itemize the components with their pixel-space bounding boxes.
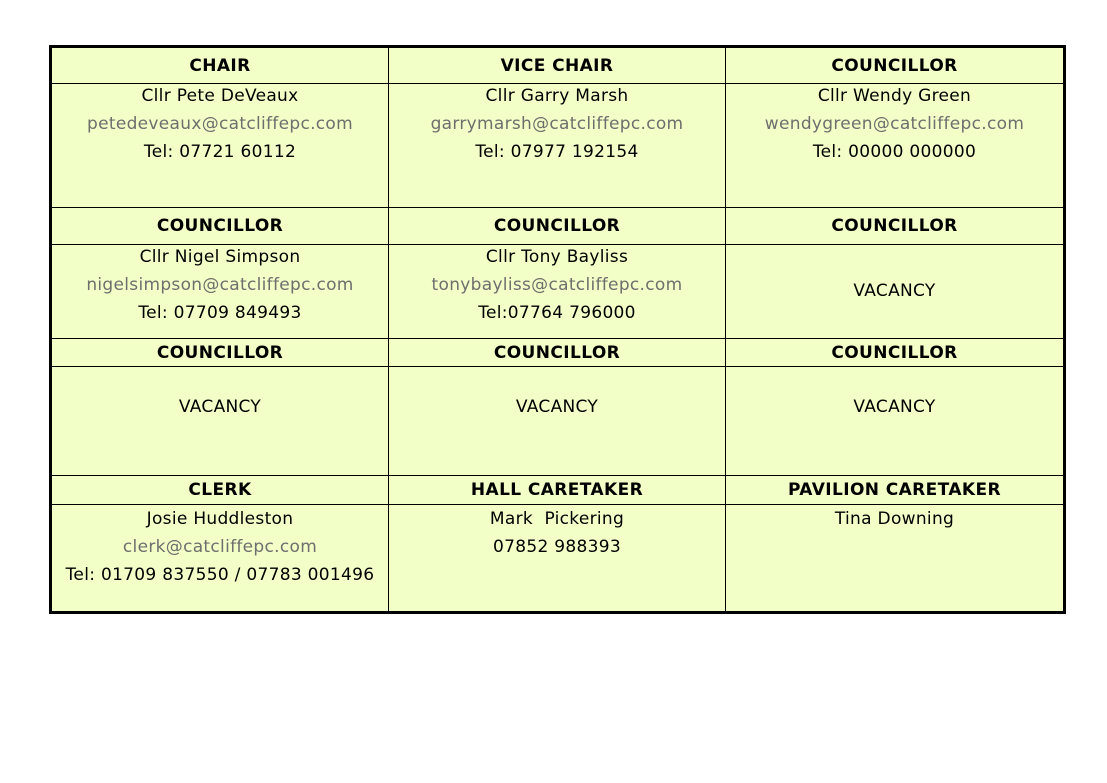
contact-name: Josie Huddleston [146, 508, 294, 529]
vacancy-label: VACANCY [515, 397, 599, 418]
role-hall-caretaker-heading: HALL CARETAKER [389, 476, 726, 504]
contact-name: Cllr Tony Bayliss [485, 246, 629, 267]
vacancy-label: VACANCY [853, 397, 936, 418]
contact-cell-councillor [51, 244, 389, 338]
role-header-row [51, 47, 1065, 84]
council-contacts-table [49, 45, 1066, 614]
contact-cell-pavilion-caretaker [726, 504, 1065, 612]
contact-name: Cllr Nigel Simpson [139, 246, 301, 267]
contact-cell-councillor [726, 244, 1065, 338]
role-header-row [51, 339, 1065, 367]
role-chair-heading: CHAIR [51, 47, 389, 84]
contact-details-row [51, 504, 1065, 612]
contact-cell-chair [51, 84, 389, 207]
contact-name: Cllr Wendy Green [817, 86, 972, 107]
role-vice-chair-heading: VICE CHAIR [389, 47, 726, 84]
contact-email-link[interactable]: wendygreen@catcliffepc.com [764, 114, 1025, 135]
contact-name: Tina Downing [834, 508, 955, 529]
role-councillor-heading: COUNCILLOR [726, 207, 1065, 244]
contact-details-row [51, 84, 1065, 207]
contact-cell-clerk [51, 504, 389, 612]
vacancy-label: VACANCY [178, 397, 262, 418]
contact-cell-councillor [726, 84, 1065, 207]
contact-cell-vice-chair [389, 84, 726, 207]
role-header-row [51, 476, 1065, 504]
role-councillor-heading: COUNCILLOR [726, 339, 1065, 367]
vacancy-label: VACANCY [853, 281, 936, 302]
contact-email-link[interactable]: clerk@catcliffepc.com [122, 536, 318, 557]
contact-name: Cllr Garry Marsh [485, 86, 629, 107]
contact-cell-councillor [51, 367, 389, 476]
contact-cell-councillor [389, 244, 726, 338]
contact-cell-councillor [389, 367, 726, 476]
contact-telephone: Tel: 01709 837550 / 07783 001496 [65, 564, 375, 585]
contact-telephone: Tel: 07709 849493 [138, 302, 302, 323]
contact-name: Cllr Pete DeVeaux [141, 86, 299, 107]
contact-telephone: Tel: 00000 000000 [812, 142, 977, 163]
contact-name: Mark Pickering [489, 508, 625, 529]
role-clerk-heading: CLERK [51, 476, 389, 504]
role-councillor-heading: COUNCILLOR [726, 47, 1065, 84]
role-header-row [51, 207, 1065, 244]
role-pavilion-caretaker-heading: PAVILION CARETAKER [726, 476, 1065, 504]
role-councillor-heading: COUNCILLOR [389, 207, 726, 244]
contact-email-link[interactable]: nigelsimpson@catcliffepc.com [86, 274, 354, 295]
contact-telephone: Tel: 07977 192154 [475, 142, 639, 163]
contact-telephone: Tel: 07721 60112 [143, 142, 297, 163]
role-councillor-heading: COUNCILLOR [51, 339, 389, 367]
contact-cell-hall-caretaker [389, 504, 726, 612]
contact-email-link[interactable]: petedeveaux@catcliffepc.com [87, 114, 353, 135]
contact-telephone: Tel:07764 796000 [478, 302, 636, 323]
contact-telephone: 07852 988393 [493, 536, 621, 557]
role-councillor-heading: COUNCILLOR [389, 339, 726, 367]
contact-email-link[interactable]: garrymarsh@catcliffepc.com [430, 114, 684, 135]
contact-cell-councillor [726, 367, 1065, 476]
contact-details-row [51, 244, 1065, 338]
role-councillor-heading: COUNCILLOR [51, 207, 389, 244]
contact-details-row [51, 367, 1065, 476]
contact-email-link[interactable]: tonybayliss@catcliffepc.com [431, 274, 683, 295]
